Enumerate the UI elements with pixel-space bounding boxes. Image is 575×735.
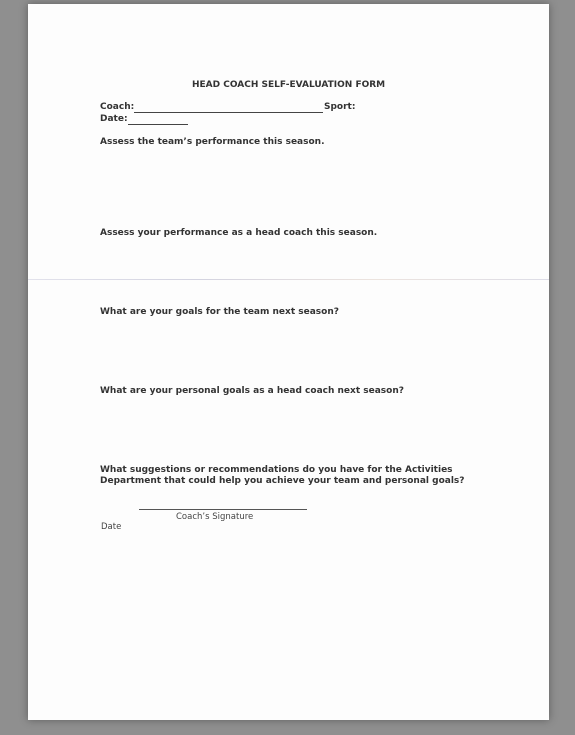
scan-divider-line bbox=[28, 279, 549, 280]
coach-signature-label: Coach’s Signature bbox=[176, 512, 254, 522]
signature-blank bbox=[139, 509, 307, 510]
date-blank bbox=[128, 124, 188, 125]
question-coach-performance: Assess your performance as a head coach this season. bbox=[100, 228, 378, 238]
signature-date-label: Date bbox=[101, 522, 122, 532]
question-suggestions-line-1: What suggestions or recommendations do you have for the Activities bbox=[100, 465, 453, 475]
date-label: Date: bbox=[100, 114, 128, 124]
form-page bbox=[28, 4, 549, 720]
question-suggestions-line-2: Department that could help you achieve your team and personal goals? bbox=[100, 476, 465, 486]
question-team-performance: Assess the team’s performance this season. bbox=[100, 137, 325, 147]
coach-label: Coach: bbox=[100, 102, 135, 112]
form-title: HEAD COACH SELF-EVALUATION FORM bbox=[192, 80, 386, 90]
coach-name-blank bbox=[134, 112, 323, 113]
question-personal-goals: What are your personal goals as a head coach next season? bbox=[100, 386, 404, 396]
sport-label: Sport: bbox=[324, 102, 356, 112]
question-team-goals: What are your goals for the team next season? bbox=[100, 307, 339, 317]
